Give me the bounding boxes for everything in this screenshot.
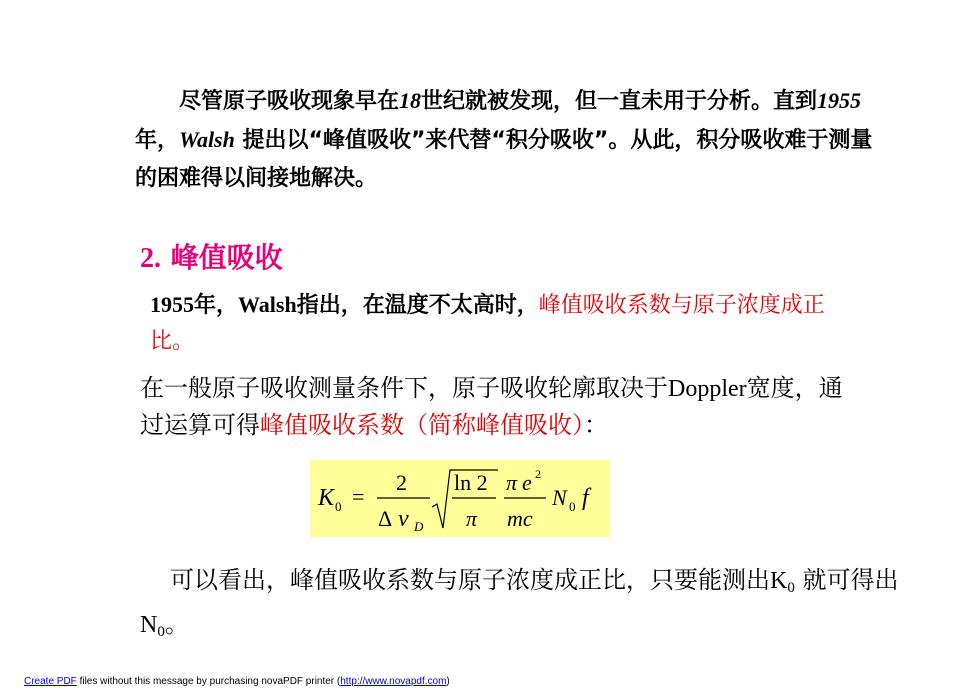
doppler-text-1: 在一般原子吸收测量条件下，原子吸收轮廓取决于	[140, 374, 668, 402]
formula-n: N	[552, 485, 567, 510]
walsh-highlight: 峰值吸收系数与原子浓度成正比。	[150, 293, 825, 354]
conclusion-n-sub: 0	[157, 624, 165, 640]
doppler-text-2: 宽度，通过运算可得	[140, 374, 843, 439]
intro-text-3: 年，	[135, 128, 180, 153]
walsh-name: Walsh	[238, 292, 297, 317]
novapdf-link[interactable]: http://www.novapdf.com	[340, 676, 447, 687]
formula-f: f	[582, 485, 589, 511]
formula-equals: =	[352, 484, 365, 509]
formula-f1-nu: ν	[398, 506, 409, 532]
walsh-paragraph	[150, 287, 850, 360]
formula-sqrt-den: π	[466, 506, 478, 531]
footer-middle-text: files without this message by purchasing novaPDF printer (	[76, 676, 341, 687]
conclusion-paragraph	[140, 562, 900, 650]
doppler-highlight: 峰值吸收系数（简称峰值吸收）	[260, 411, 584, 439]
doppler-colon: ：	[584, 411, 608, 439]
formula-f2-pi: π	[506, 470, 518, 495]
conclusion-end: 。	[164, 610, 189, 638]
intro-year-18: 18	[399, 88, 422, 113]
intro-text-4: 提出以“峰值吸收”来代替“积分吸收”。从此，积分吸收难于测量的困难得以间接地解决。	[135, 128, 873, 191]
walsh-text-1: 年，	[194, 293, 239, 318]
formula-f1-delta: Δ	[378, 506, 393, 531]
formula-f2-e: e	[522, 470, 532, 495]
walsh-year: 1955	[150, 292, 194, 317]
section-heading	[140, 236, 283, 276]
conclusion-n: N	[140, 612, 158, 638]
conclusion-k: K	[770, 568, 788, 594]
create-pdf-link[interactable]: Create PDF	[24, 676, 77, 687]
formula-k-sub: 0	[335, 499, 342, 514]
intro-text-1: 尽管原子吸收现象早在	[179, 89, 400, 114]
conclusion-text-1: 可以看出，峰值吸收系数与原子浓度成正比，只要能测出	[170, 566, 770, 594]
intro-year-1955: 1955	[817, 88, 862, 113]
conclusion-k-sub: 0	[787, 580, 795, 596]
formula-f2-den: mc	[507, 506, 533, 531]
formula-k: K	[318, 485, 335, 511]
doppler-paragraph	[140, 370, 860, 443]
footer-end-text: )	[446, 676, 450, 687]
conclusion-text-2: 就可得出	[794, 566, 899, 594]
doppler-term: Doppler	[668, 376, 747, 402]
footer-notice	[24, 676, 450, 687]
walsh-text-2: 指出，在温度不太高时，	[296, 293, 539, 318]
intro-paragraph	[135, 82, 880, 198]
peak-absorption-formula	[310, 460, 610, 537]
intro-text-2: 世纪就被发现，但一直未用于分析。直到	[421, 89, 818, 114]
section-number: 2.	[140, 243, 161, 274]
formula-f1-num: 2	[396, 470, 407, 495]
formula-n-sub: 0	[569, 499, 576, 514]
formula-f1-sub: D	[414, 519, 424, 534]
intro-walsh: Walsh	[179, 127, 235, 152]
section-title: 峰值吸收	[170, 241, 283, 274]
formula-f2-sup: 2	[535, 467, 541, 481]
formula-sqrt-num: ln 2	[454, 470, 488, 495]
